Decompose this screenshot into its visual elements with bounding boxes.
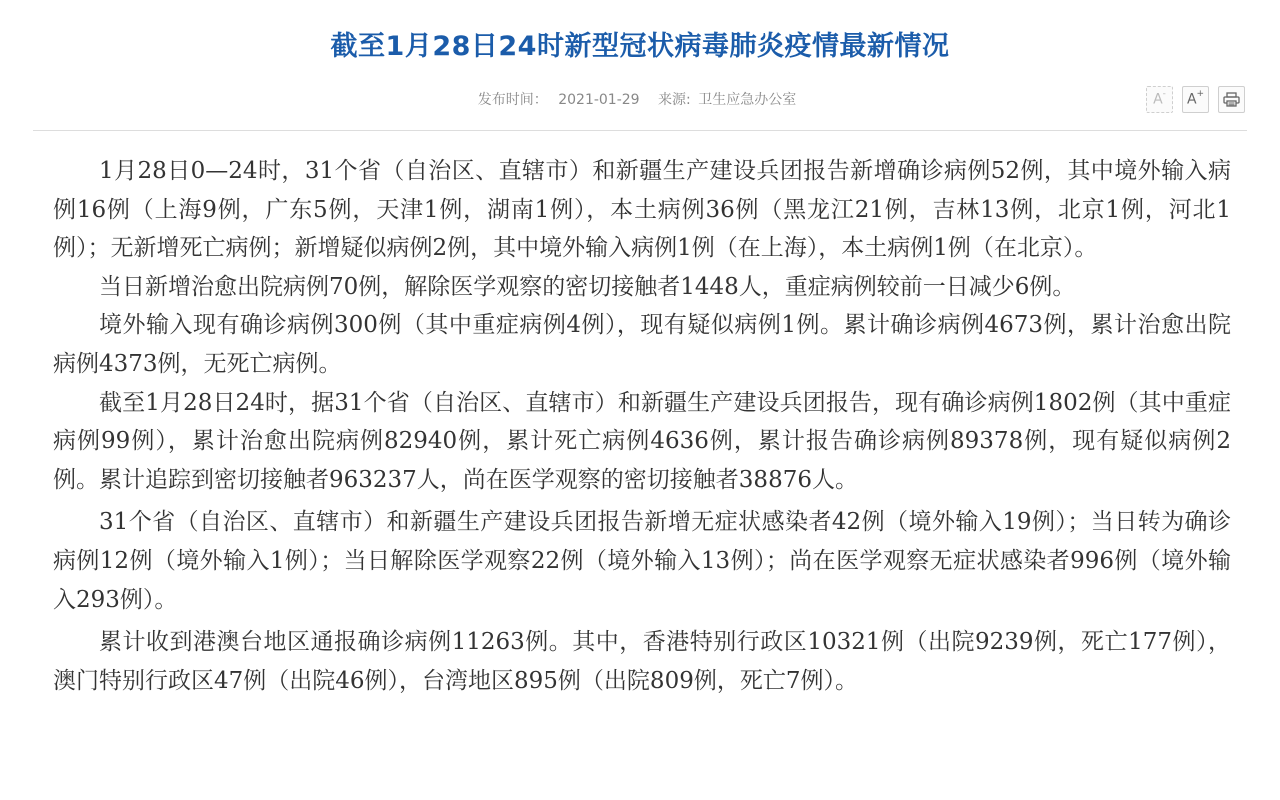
page-title: 截至1月28日24时新型冠状病毒肺炎疫情最新情况 bbox=[330, 31, 950, 62]
printer-icon bbox=[1223, 92, 1240, 107]
article-meta bbox=[0, 89, 1280, 109]
print-button[interactable] bbox=[1218, 86, 1245, 113]
header-divider bbox=[33, 130, 1247, 131]
paragraph-new-cases: 1月28日0—24时，31个省（自治区、直辖市）和新疆生产建设兵团报告新增确诊病例52例，其中境外输入病例16例（上海9例，广东5例，天津1例，湖南1例），本土病例36例（黑龙江21例，吉林13例，北京1例，河北1例）；无新增死亡病例；新增疑似病例2例，其中境外输入病例1例（在上海），本土病例1例（在北京）。 bbox=[53, 158, 1231, 262]
font-larger-button[interactable] bbox=[1182, 86, 1209, 113]
source-label: 来源: bbox=[658, 92, 691, 108]
paragraph-imported: 境外输入现有确诊病例300例（其中重症病例4例），现有疑似病例1例。累计确诊病例4673例，累计治愈出院病例4373例，无死亡病例。 bbox=[53, 312, 1231, 377]
publish-label: 发布时间： bbox=[477, 92, 548, 108]
font-larger-icon: A+ bbox=[1186, 89, 1205, 108]
paragraph-hk-macao-taiwan: 累计收到港澳台地区通报确诊病例11263例。其中，香港特别行政区10321例（出院9239例，死亡177例），澳门特别行政区47例（出院46例），台湾地区895例（出院809例，死亡7例）。 bbox=[53, 629, 1231, 694]
article-body bbox=[53, 152, 1231, 700]
paragraph-cumulative: 截至1月28日24时，据31个省（自治区、直辖市）和新疆生产建设兵团报告，现有确诊病例1802例（其中重症病例99例），累计治愈出院病例82940例，累计死亡病例4636例，累计报告确诊病例89378例，现有疑似病例2例。累计追踪到密切接触者963237人，尚在医学观察的密切接触者38876人。 bbox=[53, 389, 1231, 493]
publish-date: 2021-01-29 bbox=[558, 92, 640, 108]
paragraph-recovered: 当日新增治愈出院病例70例，解除医学观察的密切接触者1448人，重症病例较前一日减少6例。 bbox=[99, 273, 1076, 300]
paragraph-asymptomatic: 31个省（自治区、直辖市）和新疆生产建设兵团报告新增无症状感染者42例（境外输入19例）；当日转为确诊病例12例（境外输入1例）；当日解除医学观察22例（境外输入13例）；尚在医学观察无症状感染者996例（境外输入293例）。 bbox=[53, 509, 1231, 613]
source-name: 卫生应急办公室 bbox=[698, 92, 797, 108]
font-smaller-button[interactable] bbox=[1146, 86, 1173, 113]
font-smaller-icon: A- bbox=[1153, 89, 1166, 108]
article-tools bbox=[1146, 86, 1245, 113]
